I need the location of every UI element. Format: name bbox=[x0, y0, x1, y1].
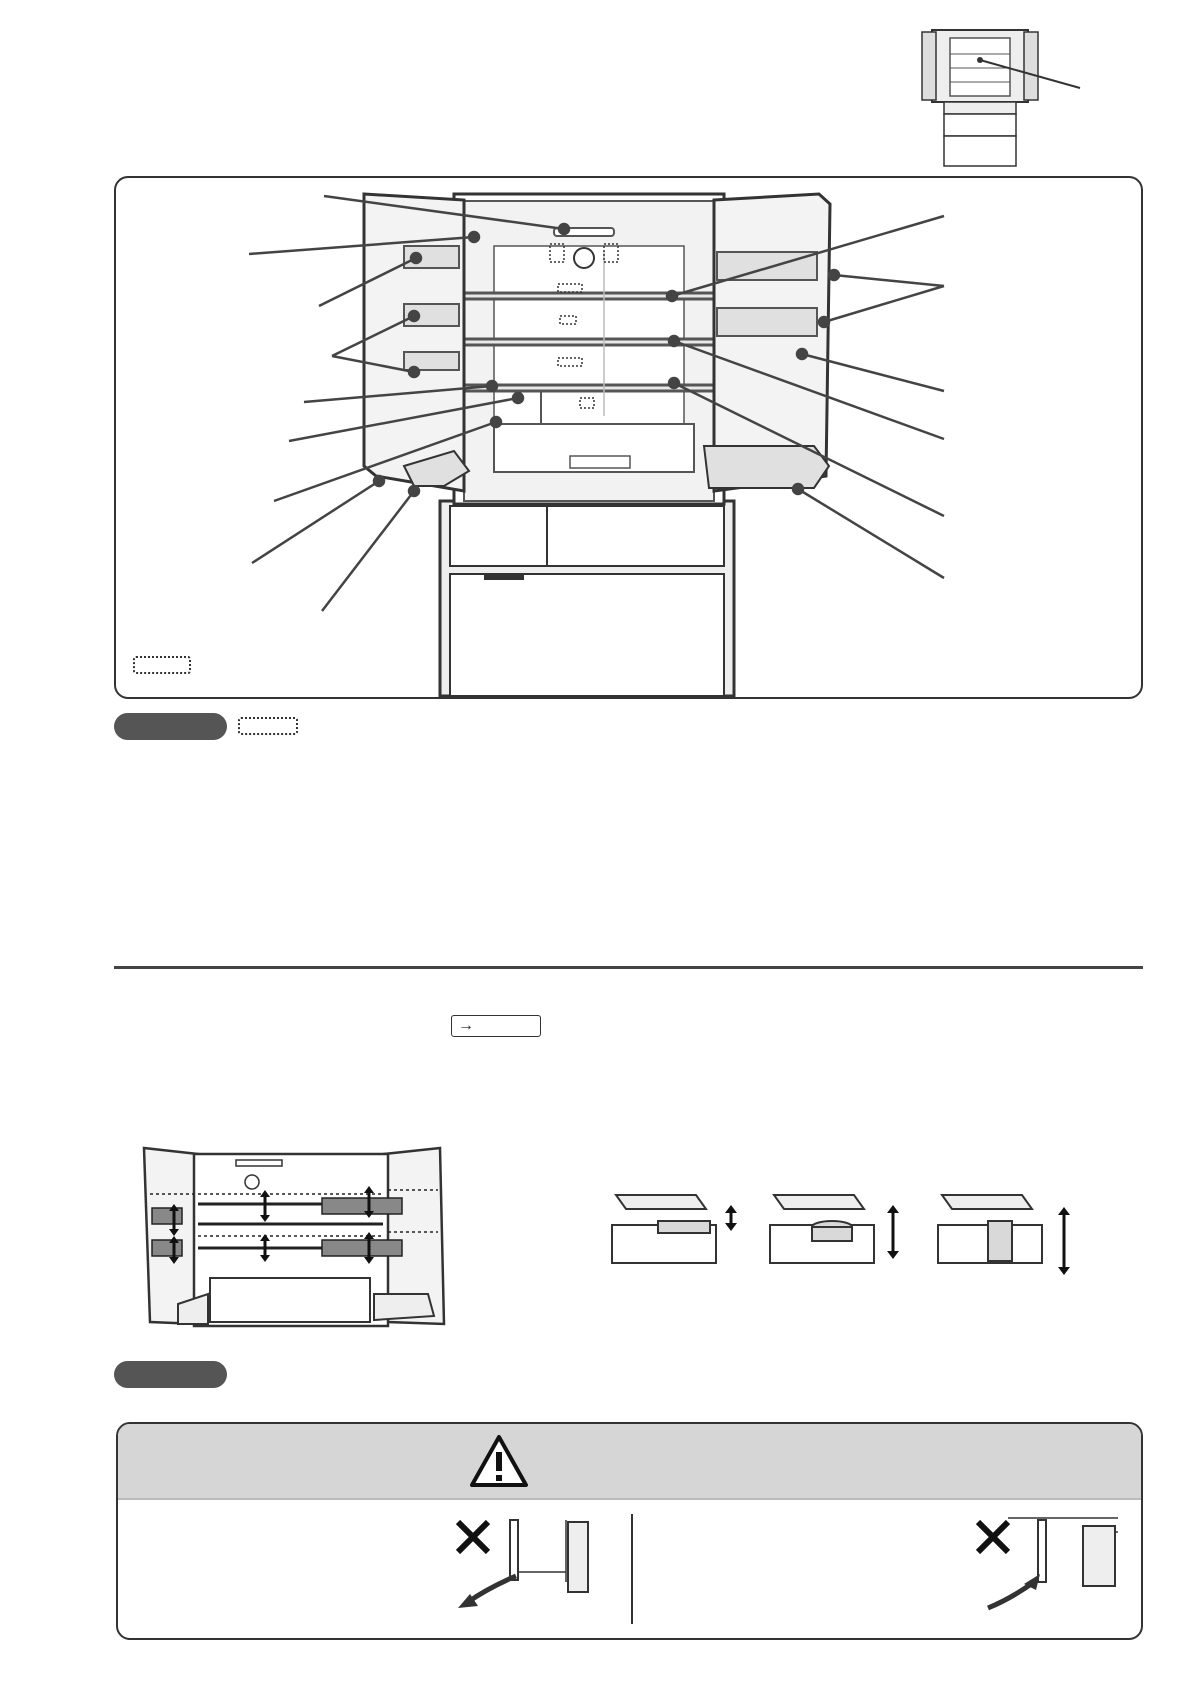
caution-divider bbox=[631, 1514, 633, 1624]
caution-left-illustration bbox=[448, 1512, 598, 1622]
legend-dotted-marker bbox=[133, 656, 191, 674]
fridge-interior-diagram bbox=[114, 176, 1143, 699]
section-divider bbox=[114, 966, 1143, 969]
thumbnail-fridge-illustration bbox=[920, 26, 1090, 171]
note-pill-2 bbox=[114, 1361, 227, 1388]
page-reference-arrow: → bbox=[451, 1015, 541, 1037]
note-dotted-marker bbox=[238, 717, 298, 735]
caution-right-illustration bbox=[968, 1512, 1128, 1622]
warning-triangle-icon bbox=[468, 1433, 530, 1489]
caution-header bbox=[118, 1424, 1141, 1500]
caution-panel bbox=[116, 1422, 1143, 1640]
note-pill bbox=[114, 713, 227, 740]
shelf-height-examples bbox=[606, 1185, 1082, 1280]
adjustable-shelves-illustration bbox=[138, 1144, 448, 1340]
